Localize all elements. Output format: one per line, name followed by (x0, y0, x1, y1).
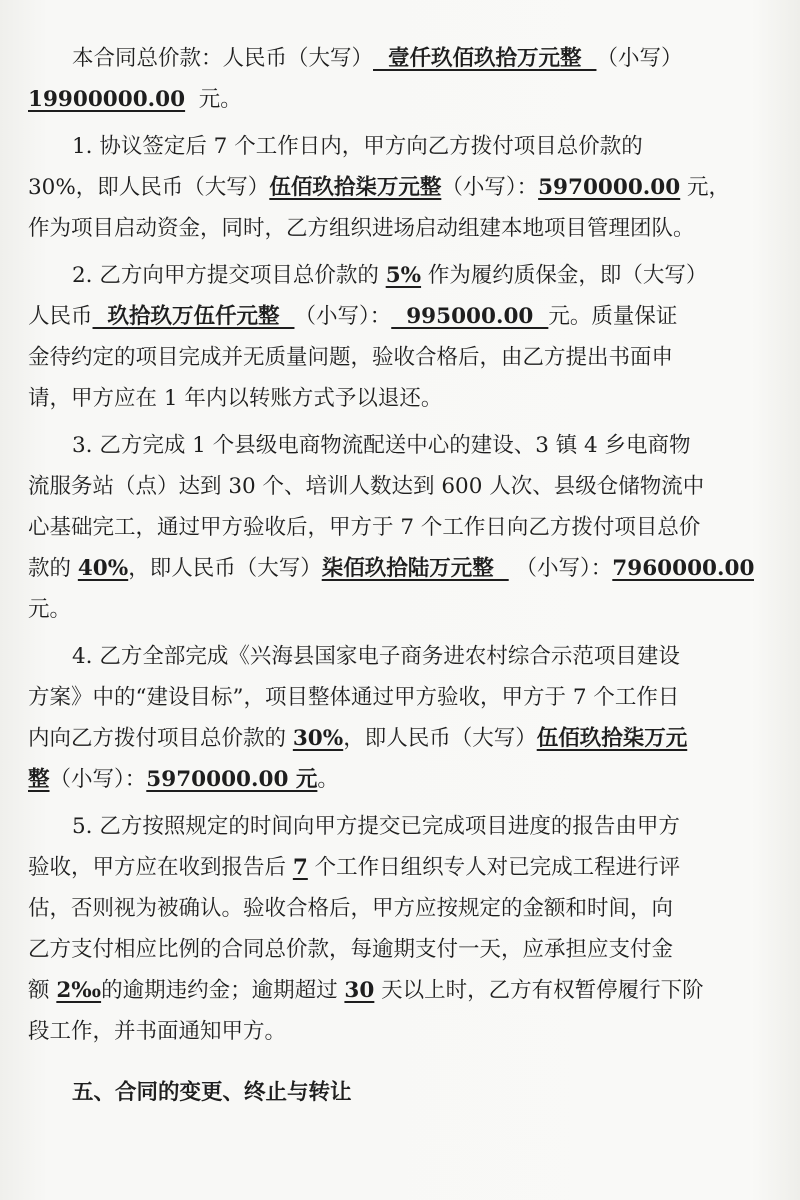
section-heading: 五、合同的变更、终止与转让 (72, 1080, 352, 1105)
clause-2-rmb: 人民币 (28, 304, 93, 329)
clause-3-percent: 40% (77, 556, 129, 581)
clause-2-text-3: 元。质量保证 (548, 304, 678, 329)
clause-2-percent: 5% (385, 263, 422, 288)
clause-2-amount-chinese: 玖拾玖万伍仟元整 (92, 304, 295, 329)
clause-3-line-5: 元。 (28, 597, 72, 622)
total-amount-number: 19900000.00 (28, 87, 186, 112)
total-price-label: 本合同总价款：人民币（大写） (72, 46, 374, 71)
clause-4-small-label: （小写）： (49, 767, 147, 792)
small-label: （小写） (596, 46, 683, 71)
clause-4-amount-chinese: 伍佰玖拾柒万元 (536, 726, 688, 751)
clause-3-line-3: 心基础完工，通过甲方验收后，甲方于 7 个工作日向乙方拨付项目总价 (28, 515, 701, 540)
clause-3-text: 款的 (28, 556, 78, 581)
clause-4-text: 内向乙方拨付项目总价款的 (28, 726, 293, 751)
clause-4-line-2: 方案》中的“建设目标”，项目整体通过甲方验收，甲方于 7 个工作日 (28, 685, 680, 710)
clause-5-penalty-rate: 2‰ (56, 978, 102, 1003)
clause-3-line-1: 3. 乙方完成 1 个县级电商物流配送中心的建设、3 镇 4 乡电商物 (72, 433, 691, 458)
clause-4-percent: 30% (292, 726, 344, 751)
clause-5-text-5: 天以上时，乙方有权暂停履行下阶 (374, 978, 704, 1003)
clause-4-line-1: 4. 乙方全部完成《兴海县国家电子商务进农村综合示范项目建设 (72, 644, 680, 669)
clause-1-yuan: 元， (680, 175, 731, 200)
clause-5-line-5 (28, 970, 754, 1011)
clause-2-small-label: （小写）： (294, 304, 392, 329)
clause-5-line-4: 乙方支付相应比例的合同总价款，每逾期支付一天，应承担应支付金 (28, 937, 674, 962)
clause-5-overdue-days: 30 (344, 978, 375, 1003)
clause-2-line-3: 金待约定的项目完成并无质量问题，验收合格后，由乙方提出书面申 (28, 345, 674, 370)
clause-4-text-2: ，即人民币（大写） (343, 726, 537, 751)
clause-4-line-3 (28, 718, 754, 759)
clause-3-amount-chinese: 柒佰玖拾陆万元整 (321, 556, 509, 581)
yuan-suffix: 元。 (185, 87, 242, 112)
total-price-line-2 (28, 79, 754, 120)
clause-1-line-3: 作为项目启动资金，同时，乙方组织进场启动组建本地项目管理团队。 (28, 216, 695, 241)
clause-3-line-4 (28, 548, 754, 589)
clause-2-line-4: 请，甲方应在 1 年内以转账方式予以退还。 (28, 386, 443, 411)
clause-5-line-6: 段工作，并书面通知甲方。 (28, 1019, 287, 1044)
total-price-line (28, 38, 754, 79)
clause-1-text: ，即人民币（大写） (75, 175, 270, 200)
clause-4-amount-chinese-end: 整 (28, 767, 50, 792)
clause-5-text-4: 的逾期违约金；逾期超过 (101, 978, 345, 1003)
clause-1-line-2 (28, 167, 754, 208)
clause-2-line-1 (28, 255, 754, 296)
clause-3-line-2: 流服务站（点）达到 30 个、培训人数达到 600 人次、县级仓储物流中 (28, 474, 705, 499)
clause-5-line-2 (28, 847, 754, 888)
clause-1-line-1: 1. 协议签定后 7 个工作日内，甲方向乙方拨付项目总价款的 (72, 134, 643, 159)
clause-2-amount-number: 995000.00 (391, 304, 549, 329)
clause-1-small-label: （小写）： (441, 175, 539, 200)
clause-1-amount-chinese: 伍佰玖拾柒万元整 (269, 175, 442, 200)
clause-4-line-4 (28, 759, 754, 800)
clause-5-days: 7 (292, 855, 308, 880)
clause-5-text-3: 额 (28, 978, 57, 1003)
clause-5-line-3: 估，否则视为被确认。验收合格后，甲方应按规定的金额和时间，向 (28, 896, 674, 921)
clause-2-text-2: 作为履约质保金，即（大写） (421, 263, 708, 288)
clause-5-line-1: 5. 乙方按照规定的时间向甲方提交已完成项目进度的报告由甲方 (72, 814, 680, 839)
clause-4-period: 。 (317, 767, 339, 792)
clause-3-small-label: （小写）： (508, 556, 613, 581)
clause-1-amount-number: 5970000.00 (538, 175, 681, 200)
clause-2-line-2 (28, 296, 754, 337)
clause-5-text-2: 个工作日组织专人对已完成工程进行评 (307, 855, 681, 880)
total-amount-chinese: 壹仟玖佰玖拾万元整 (373, 46, 597, 71)
clause-3-text-2: ，即人民币（大写） (128, 556, 322, 581)
clause-4-amount-number: 5970000.00 元 (146, 767, 318, 792)
clause-1-percent: 30% (28, 175, 76, 200)
clause-3-amount-number: 7960000.00 (612, 556, 754, 581)
clause-2-text: 2. 乙方向甲方提交项目总价款的 (72, 263, 386, 288)
clause-5-text: 验收，甲方应在收到报告后 (28, 855, 293, 880)
